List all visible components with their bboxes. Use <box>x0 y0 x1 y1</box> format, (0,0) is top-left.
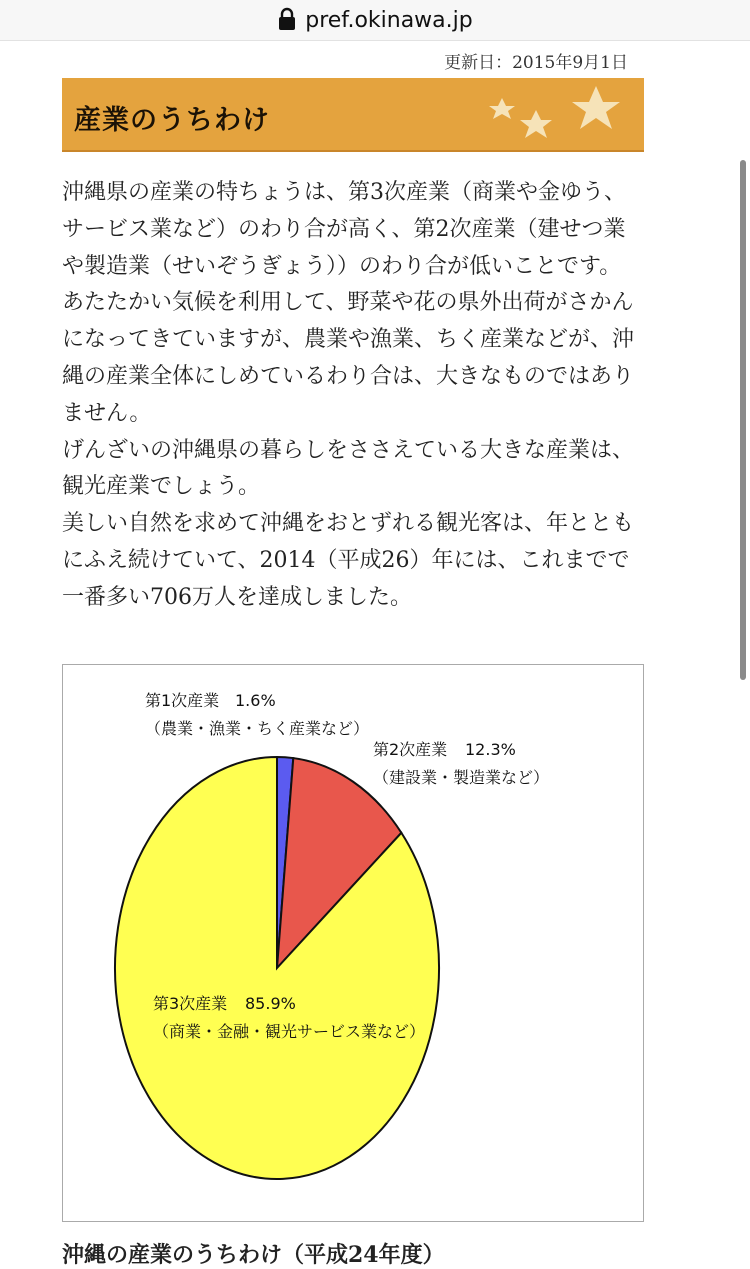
scrollbar[interactable] <box>740 160 746 680</box>
stars-decoration-icon <box>484 78 644 152</box>
slice-desc-primary: （農業・漁業・ちく産業など） <box>145 719 370 738</box>
next-section-title: 沖縄の産業のうちわけ（平成24年度） <box>62 1242 445 1268</box>
address-bar[interactable] <box>0 0 750 41</box>
slice-value-tertiary: 85.9% <box>245 994 296 1013</box>
paragraph: 美しい自然を求めて沖縄をおとずれる観光客は、年とともにふえ続けていて、2014（平成26）年には、これまでで一番多い706万人を達成しました。 <box>62 511 635 610</box>
lock-icon <box>277 7 297 31</box>
slice-value-primary: 1.6% <box>235 691 276 710</box>
slice-label-secondary: 第2次産業 <box>373 740 448 759</box>
slice-label-tertiary: 第3次産業 <box>153 994 228 1013</box>
paragraph: げんざいの沖縄県の暮らしをささえている大きな産業は、観光産業でしょう。 <box>62 437 635 500</box>
pie-chart-frame <box>62 664 644 1222</box>
page-title: 産業のうちわけ <box>74 105 270 136</box>
star-icon <box>520 110 552 138</box>
slice-desc-tertiary: （商業・金融・観光サービス業など） <box>153 1022 426 1041</box>
slice-desc-secondary: （建設業・製造業など） <box>373 768 550 787</box>
update-date: 更新日：2015年9月1日 <box>444 53 628 73</box>
pie-chart <box>63 665 643 1221</box>
slice-label-primary: 第1次産業 <box>145 691 220 710</box>
article-body <box>62 175 644 617</box>
star-icon <box>489 98 515 119</box>
url-text: pref.okinawa.jp <box>305 7 473 33</box>
slice-value-secondary: 12.3% <box>465 740 516 759</box>
star-icon <box>572 86 620 129</box>
paragraph: 沖縄県の産業の特ちょうは、第3次産業（商業や金ゆう、サービス業など）のわり合が高く、第2次産業（建せつ業や製造業（せいぞうぎょう））のわり合が低いことです。 <box>62 180 626 279</box>
paragraph: あたたかい気候を利用して、野菜や花の県外出荷がさかんになってきていますが、農業や漁業、ちく産業などが、沖縄の産業全体にしめているわり合は、大きなものではありません。 <box>62 290 635 426</box>
section-banner <box>62 78 644 152</box>
